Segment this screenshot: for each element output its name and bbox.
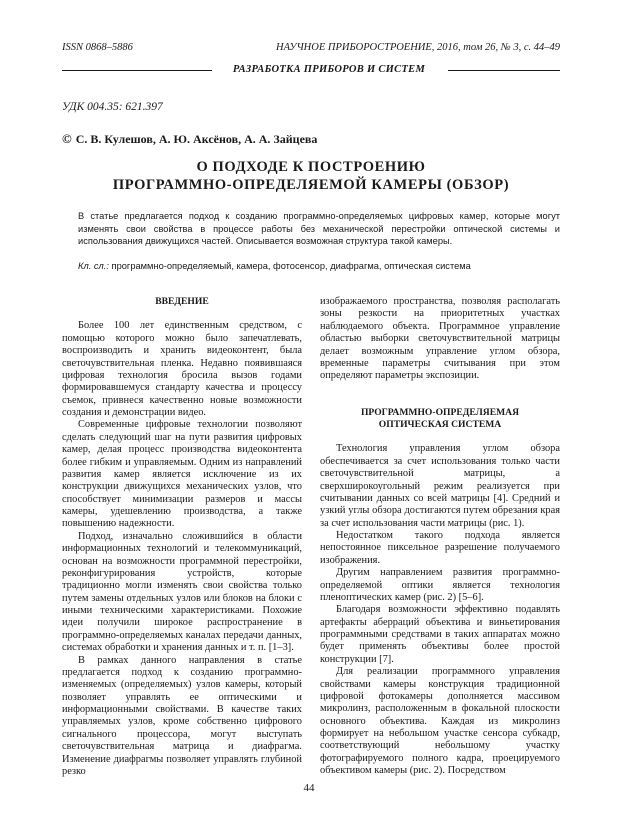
abstract: В статье предлагается подход к созданию программно-определяемых цифровых камер, которые могут изменять свои свойства в процессе работы без механической перестройки оптической системы и использования движущихся частей. Описывается возможная структура такой камеры. [78, 211, 560, 247]
section-header [62, 63, 560, 77]
title-line-2: ПРОГРАММНО-ОПРЕДЕЛЯЕМОЙ КАМЕРЫ (ОБЗОР) [112, 177, 510, 193]
copyright-icon: © [62, 131, 72, 146]
paragraph: Современные цифровые технологии позволяют сделать следующий шаг на пути развития цифровых камер, делая процесс производства видеоконтента более гибким и управляемым. Одним из направлений развития камер является исключение из их конструкции движущихся механических узлов, что способствует минимизации размеров и массы камеры, удешевлению производства, а также повышению надежности. [62, 419, 302, 530]
intro-heading: ВВЕДЕНИЕ [155, 296, 209, 307]
optics-heading-line-2: ОПТИЧЕСКАЯ СИСТЕМА [378, 419, 502, 430]
section-title: РАЗРАБОТКА ПРИБОРОВ И СИСТЕМ [232, 64, 426, 75]
keywords [78, 260, 560, 273]
issn-number: ISSN 0868–5886 [62, 42, 133, 53]
author-names: С. В. Кулешов, А. Ю. Аксёнов, А. А. Зайцева [75, 132, 318, 146]
keywords-label: Кл. сл.: [78, 261, 109, 271]
header-rule-right [448, 70, 560, 71]
keywords-text: программно-определяемый, камера, фотосенсор, диафрагма, оптическая система [111, 261, 471, 271]
paragraph: Благодаря возможности эффективно подавлять артефакты аберраций объектива и виньетирования программными средствами в таких аппаратах можно будет применять объективы более простой конструкции [7]. [320, 604, 560, 665]
left-column [62, 296, 302, 778]
paragraph: Другим направлением развития программно-определяемой оптики является технология пленоптических камер (рис. 2) [5–6]. [320, 567, 560, 603]
paragraph-continuation: изображаемого пространства, позволяя располагать зоны резкости на приоритетных участках наблюдаемого объекта. Программное управление областью выборки светочувствительной матрицы делает возможным управление углом обзора, временные параметры считывания при этом определяют параметры экспозиции. [320, 296, 560, 382]
paragraph: В рамках данного направления в статье предлагается подход к созданию программно-изменяемых (определяемых) узлов камеры, который позволяет управлять ее оптическими и информационными свойствами. В качестве таких управляемых узлов, кроме собственно цифрового сигнального процессора, могут выступать светочувствительная матрица и диафрагма. Изменение диафрагмы позволяет управлять глубиной резко [62, 654, 302, 777]
right-column [320, 296, 560, 778]
udk-code: УДК 004.35: 621.397 [62, 101, 163, 113]
paragraph: Для реализации программного управления свойствами камеры конструкция традиционной цифровой фотокамеры дополняется массивом микролинз, расположенным в фокальной плоскости основного объектива. Каждая из микролинз формирует на небольшом участке сенсора субкадр, соответствующий небольшому участку фотографируемого полного кадра, проецируемого объективом камеры (рис. 2). Посредством [320, 666, 560, 777]
paragraph: Более 100 лет единственным средством, с помощью которого можно было запечатлевать, воспроизводить и хранить видеоконтент, была светочувствительная пленка. Недавно появившаяся цифровая технология бросила вызов годами формировавшемуся стандарту качества и процессу съемок, привнеся качественно новые возможности создания и демонстрации видео. [62, 320, 302, 418]
title-line-1: О ПОДХОДЕ К ПОСТРОЕНИЮ [196, 159, 426, 175]
optics-heading-line-1: ПРОГРАММНО-ОПРЕДЕЛЯЕМАЯ [360, 406, 520, 418]
paragraph: Подход, изначально сложившийся в области информационных технологий и телекоммуникаций, основан на возможности программной перестройки, реконфигурирования устройств, которые традиционно могли изменять свои свойства только путем замены отдельных узлов или блоков на блоки с иными техническими характеристиками. Похожие идеи получили широкое распространение в программно-определяемых каналах передачи данных, системах обработки и хранения данных и т. п. [1–3]. [62, 530, 302, 654]
article-title [62, 158, 560, 194]
header-rule-left [62, 70, 212, 71]
journal-citation: НАУЧНОЕ ПРИБОРОСТРОЕНИЕ, 2016, том 26, № 3, с. 44–49 [276, 42, 560, 53]
page-number: 44 [303, 782, 315, 794]
authors [62, 131, 317, 147]
paragraph: Технология управления углом обзора обеспечивается за счет использования только части светочувствительной матрицы, а сверхширокоугольный режим реализуется при считывании данных со всей матрицы [4]. Средний и узкий углы обзора достигаются путем обрезания края за счет использования части матрицы (рис. 1). [320, 443, 560, 529]
paragraph: Недостатком такого подхода является непостоянное пиксельное разрешение получаемого изображения. [320, 530, 560, 566]
